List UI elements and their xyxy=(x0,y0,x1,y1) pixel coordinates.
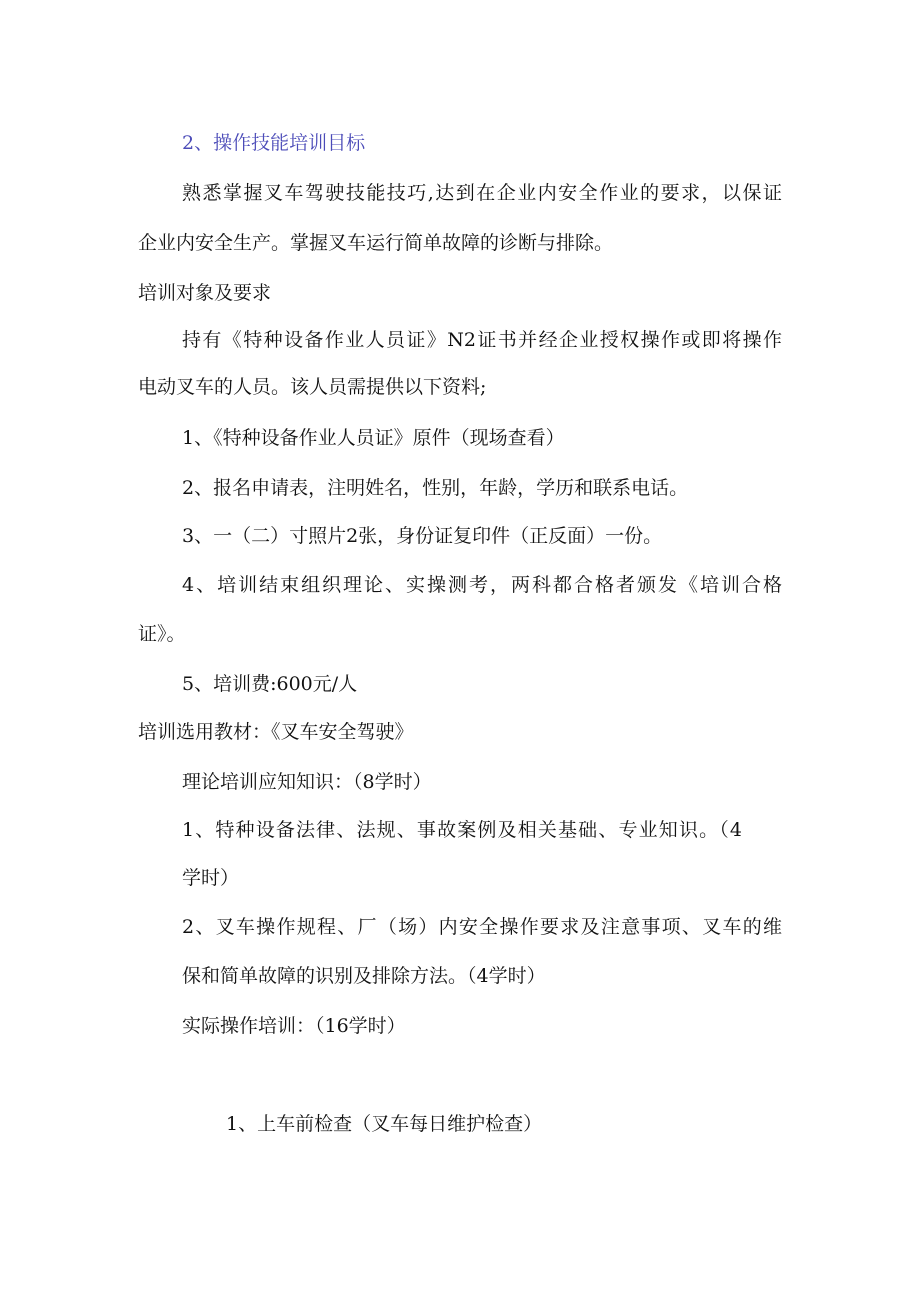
theory-item-1-line-1: 1、特种设备法律、法规、事故案例及相关基础、专业知识。（4 xyxy=(182,819,742,841)
target-paragraph-line-2: 电动叉车的人员。该人员需提供以下资料; xyxy=(138,376,487,398)
requirement-4-line-1: 4、培训结束组织理论、实操测考，两科都合格者颁发《培训合格 xyxy=(182,574,782,596)
theory-item-2-line-2: 保和简单故障的识别及排除方法。（4学时） xyxy=(182,965,546,987)
requirement-3: 3、一（二）寸照片2张，身份证复印件（正反面）一份。 xyxy=(182,525,663,547)
requirement-4-line-2: 证》。 xyxy=(138,623,186,645)
requirement-2: 2、报名申请表，注明姓名，性别，年龄，学历和联系电话。 xyxy=(182,477,689,499)
goal-paragraph-line-2: 企业内安全生产。掌握叉车运行简单故障的诊断与排除。 xyxy=(138,232,614,254)
practice-heading: 实际操作培训：（16学时） xyxy=(182,1015,406,1037)
theory-item-2-line-1: 2、叉车操作规程、厂（场）内安全操作要求及注意事项、叉车的维 xyxy=(182,916,782,938)
theory-item-1-line-2: 学时） xyxy=(182,867,240,889)
section-heading: 2、操作技能培训目标 xyxy=(182,132,366,154)
target-paragraph-line-1: 持有《特种设备作业人员证》N2证书并经企业授权操作或即将操作 xyxy=(182,329,782,351)
practice-item-1: 1、上车前检查（叉车每日维护检查） xyxy=(226,1113,543,1135)
goal-paragraph-line-1: 熟悉掌握叉车驾驶技能技巧,达到在企业内安全作业的要求，以保证 xyxy=(182,182,782,204)
requirement-5: 5、培训费:600元/人 xyxy=(182,673,358,695)
textbook-line: 培训选用教材：《叉车安全驾驶》 xyxy=(138,721,414,743)
requirement-1: 1、《特种设备作业人员证》原件（现场查看） xyxy=(182,427,565,449)
theory-heading: 理论培训应知知识：（8学时） xyxy=(182,771,432,793)
target-heading: 培训对象及要求 xyxy=(138,282,272,304)
